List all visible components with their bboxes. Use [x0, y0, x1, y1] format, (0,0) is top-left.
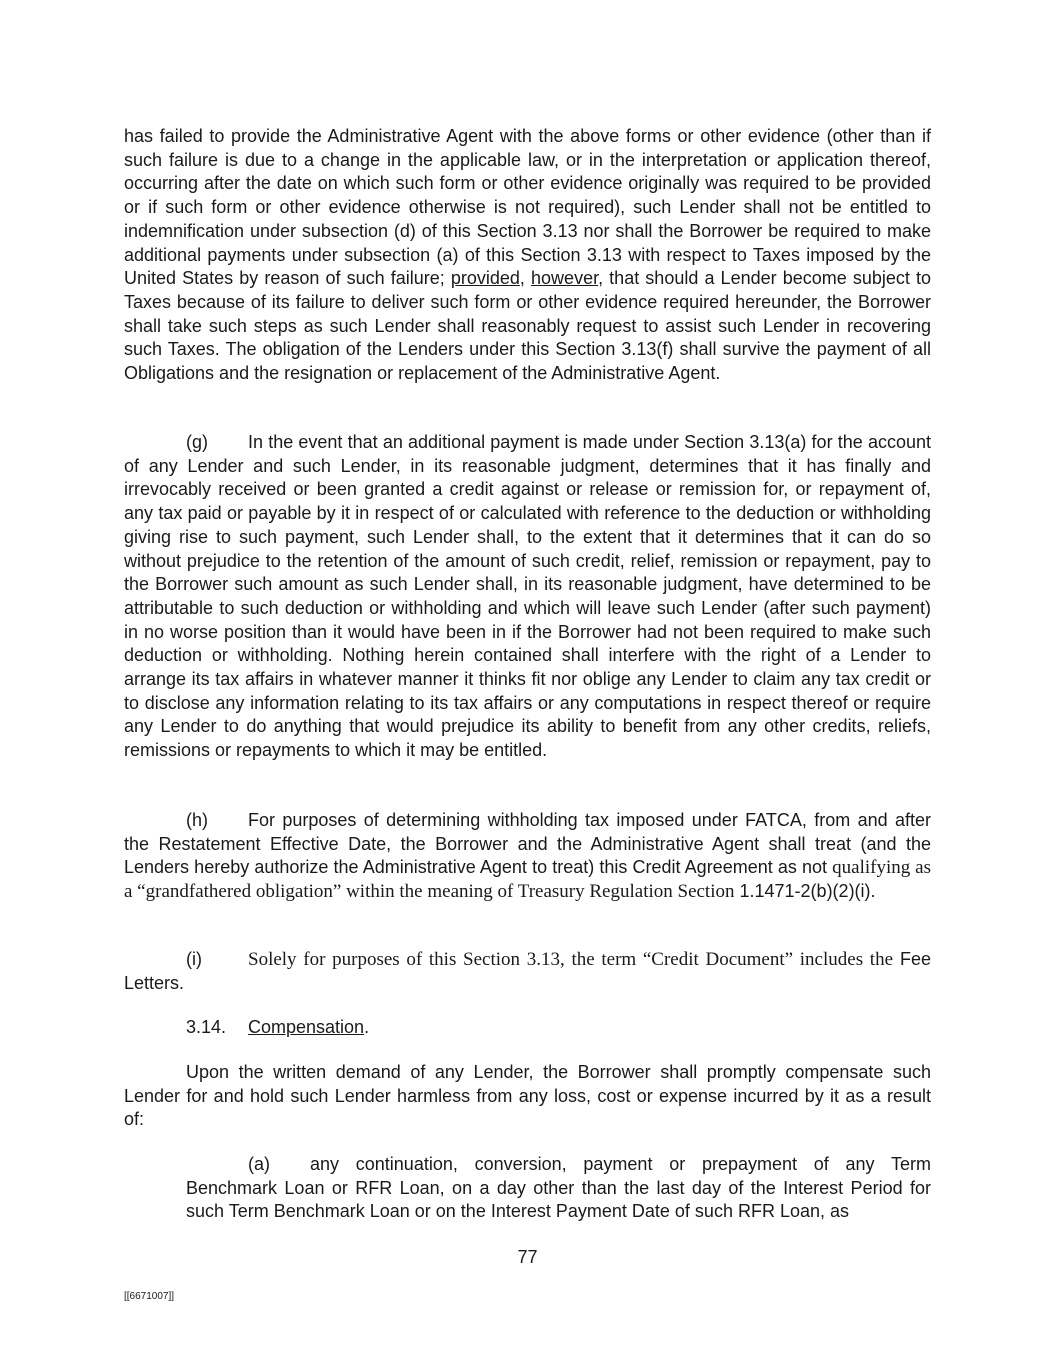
separator: ,: [519, 268, 532, 289]
paragraph-label: (h): [186, 810, 208, 830]
page-number: 77: [517, 1247, 538, 1267]
section-title-period: .: [364, 1017, 370, 1037]
paragraph-label: (g): [186, 432, 208, 452]
paragraph-text-serif: Solely for purposes of this Section 3.13, the term “Credit Document” includes the: [248, 949, 894, 970]
paragraph-3-13-f-continuation: [124, 125, 931, 386]
paragraph-text: In the event that an additional payment is made under Section 3.13(a) for the account of any Lender and such Lender, in its reasonable judgment, determines that it has finally and irrevocably received or been granted a credit against or release or remission for, or repayment of, any tax paid or payable by it in respect of or calculated with reference to the deduction or withholding giving rise to such payment, such Lender shall, to the extent that it determines that it can do so without prejudice to the retention of the amount of such credit, relief, remission or repayment, pay to the Borrower such amount as such Lender shall, in its reasonable judgment, have determined to be attributable to such deduction or withholding and which will leave such Lender (after such payment) in no worse position than it would have been in if the Borrower had not been required to make such deduction or withholding. Nothing herein contained shall interfere with the right of a Lender to arrange its tax affairs in whatever manner it thinks fit nor oblige any Lender to claim any tax credit or to disclose any information relating to its tax affairs or any computations in respect thereof or require any Lender to do anything that would prejudice its ability to benefit from any other credits, reliefs, remissions or repayments to which it may be entitled.: [124, 432, 931, 761]
paragraph-3-13-i: [124, 948, 931, 995]
paragraph-3-13-h: [124, 809, 931, 904]
document-id: [[6671007]]: [124, 1291, 175, 1302]
paragraph-text: Fee Letters.: [124, 949, 931, 993]
paragraph-3-14-intro: [124, 1061, 931, 1132]
paragraph-text: Upon the written demand of any Lender, the Borrower shall promptly compensate such Lender for and hold such Lender harmless from any loss, cost or expense incurred by it as a result of:: [124, 1062, 931, 1130]
paragraph-text: 1.1471-2(b)(2)(i).: [734, 881, 876, 902]
provided-term: provided: [450, 268, 520, 289]
paragraph-text: any continuation, conversion, payment or prepayment of any Term Benchmark Loan or RFR Loan, on a day other than the last day of the Interest Period for such Term Benchmark Loan or on the Interest Payment Date of such RFR Loan, as: [186, 1154, 931, 1222]
paragraph-text: , that should a Lender become subject to Taxes because of its failure to deliver such form or other evidence required hereunder, the Borrower shall take such steps as such Lender shall reasonably request to assist such Lender in recovering such Taxes. The obligation of the Lenders under this Section 3.13(f) shall survive the payment of all Obligations and the resignation or replacement of the Administrative Agent.: [124, 268, 931, 384]
paragraph-label: (i): [186, 949, 202, 969]
section-heading-3-14: [186, 1016, 369, 1040]
paragraph-3-13-g: [124, 431, 931, 763]
paragraph-text-serif: qualifying as a “grandfathered obligation” within the meaning of Treasury Regulation Section: [124, 857, 931, 903]
paragraph-label: (a): [248, 1154, 270, 1174]
paragraph-text: has failed to provide the Administrative Agent with the above forms or other evidence (other than if such failure is due to a change in the applicable law, or in the interpretation or application thereof, occurring after the date on which such form or other evidence originally was required to be provided or if such form or other evidence otherwise is not required), such Lender shall not be entitled to indemnification under subsection (d) of this Section 3.13 nor shall the Borrower be required to make additional payments under subsection (a) of this Section 3.13 with respect to Taxes imposed by the United States by reason of such failure;: [124, 126, 931, 289]
paragraph-text: For purposes of determining withholding tax imposed under FATCA, from and after the Restatement Effective Date, the Borrower and the Administrative Agent shall treat (and the Lenders hereby authorize the Administrative Agent to treat) this Credit Agreement as not: [124, 810, 931, 878]
section-number: 3.14.: [186, 1017, 227, 1037]
section-title: Compensation: [248, 1017, 365, 1037]
however-term: however: [531, 268, 599, 289]
paragraph-3-14-a: [186, 1153, 931, 1224]
